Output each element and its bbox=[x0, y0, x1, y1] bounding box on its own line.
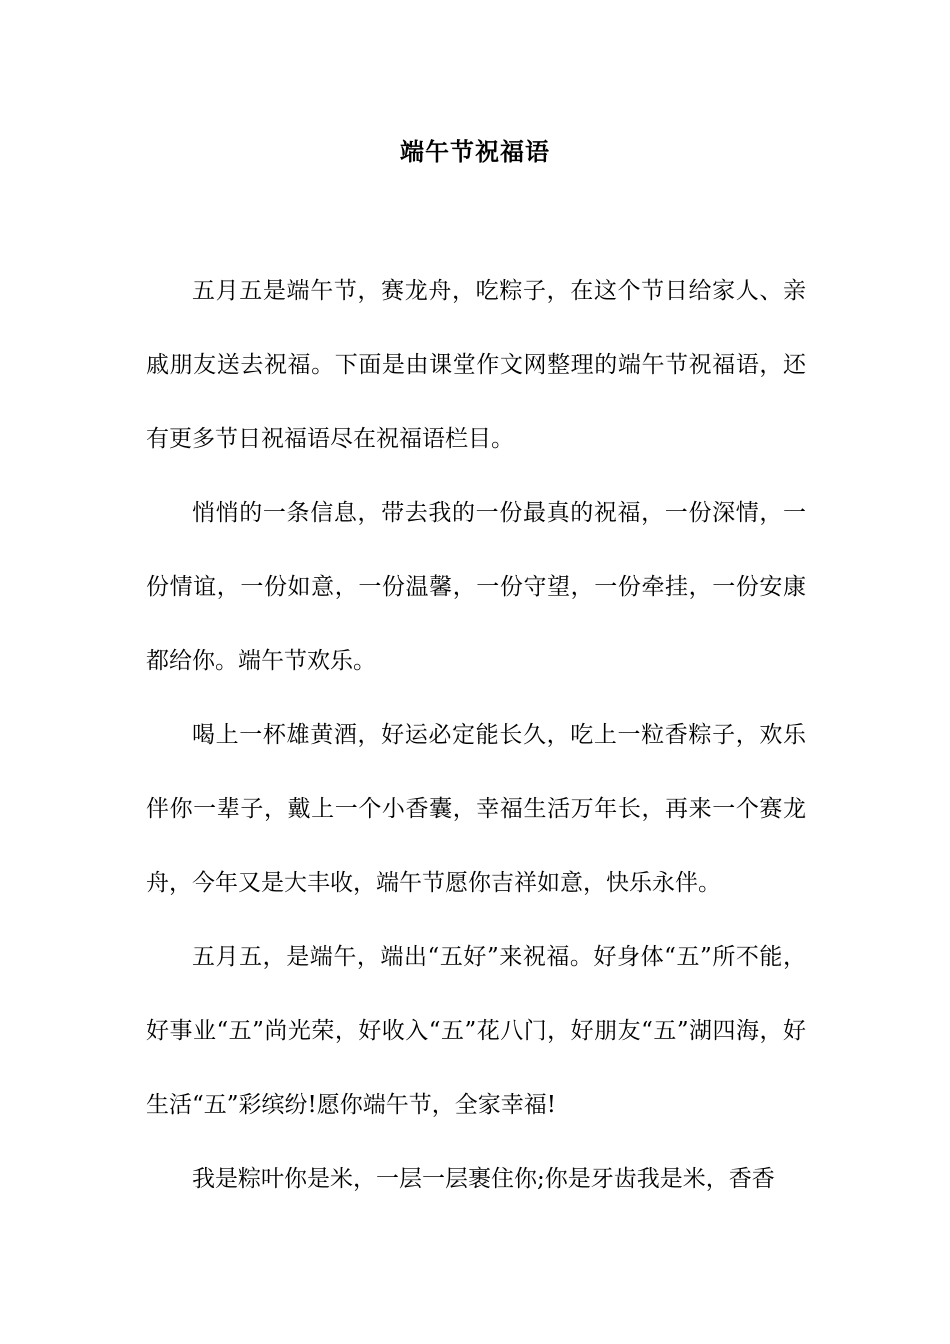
paragraph-greeting-1: 悄悄的一条信息，带去我的一份最真的祝福，一份深情，一份情谊，一份如意，一份温馨，一份守望，一份牵挂，一份安康都给你。端午节欢乐。 bbox=[146, 500, 806, 674]
paragraph-greeting-4: 我是粽叶你是米，一层一层裹住你;你是牙齿我是米，香香 bbox=[192, 1166, 775, 1192]
paragraph-greeting-2: 喝上一杯雄黄酒，好运必定能长久，吃上一粒香粽子，欢乐伴你一辈子，戴上一个小香囊，幸福生活万年长，再来一个赛龙舟，今年又是大丰收，端午节愿你吉祥如意，快乐永伴。 bbox=[146, 722, 806, 896]
paragraph-greeting-3: 五月五，是端午，端出“五好”来祝福。好身体“五”所不能，好事业“五”尚光荣，好收入“五”花八门，好朋友“五”湖四海，好生活“五”彩缤纷!愿你端午节，全家幸福! bbox=[146, 944, 806, 1118]
document-body bbox=[146, 254, 806, 1216]
paragraph-intro: 五月五是端午节，赛龙舟，吃粽子，在这个节日给家人、亲戚朋友送去祝福。下面是由课堂作文网整理的端午节祝福语，还有更多节日祝福语尽在祝福语栏目。 bbox=[146, 278, 806, 452]
document-title: 端午节祝福语 bbox=[400, 137, 550, 166]
